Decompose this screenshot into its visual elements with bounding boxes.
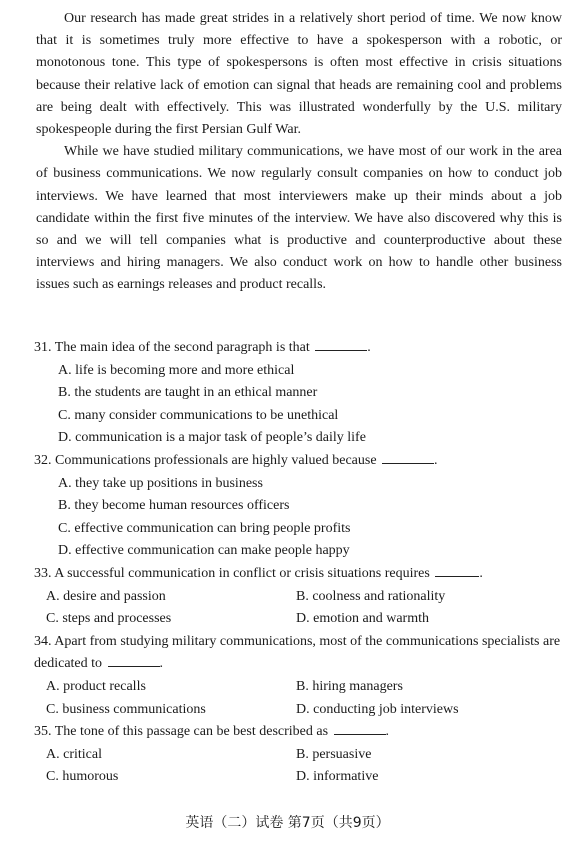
passage-paragraph-1: Our research has made great strides in a relatively short period of time. We now know that it is sometimes truly more effective to have a spokesperson with a robotic, or monotonous tone. This type of spokespersons is often most effective in crisis situations because their relative lack of emotion can signal that heads are remaining cool and problems are being dealt with effectively. This was illustrated wonderfully by the U.S. military spokespeople during the first Persian Gulf War. xyxy=(36,11,562,138)
option-a: A. product recalls xyxy=(46,678,146,694)
options xyxy=(34,676,566,721)
answer-blank xyxy=(382,451,434,464)
option-d: D. emotion and warmth xyxy=(296,611,429,627)
option-c: C. business communications xyxy=(46,701,206,717)
options xyxy=(34,586,566,631)
option-b: B. hiring managers xyxy=(296,678,403,694)
passage-paragraph-2: While we have studied military communications, we have most of our work in the area of business communications. We now regularly consult companies on how to conduct job interviews. We have learned that most interviewers make up their minds about a job candidate within the first five minutes of the interview. We have also discovered why this is so and we will tell companies what is productive and counterproductive about these interviews and hiring managers. We also conduct work on how to handle other business issues such as earnings releases and product recalls. xyxy=(36,144,562,293)
question-31 xyxy=(34,337,566,450)
question-stem: 32. Communications professionals are highly valued because . xyxy=(34,452,438,468)
question-stem: 33. A successful communication in conflict or crisis situations requires . xyxy=(34,565,483,581)
option-a: A. they take up positions in business xyxy=(58,475,263,491)
options xyxy=(34,360,566,450)
option-d: D. communication is a major task of people’s daily life xyxy=(58,430,366,446)
options xyxy=(34,744,566,789)
answer-blank xyxy=(435,564,479,577)
option-a: A. life is becoming more and more ethical xyxy=(58,362,295,378)
answer-blank xyxy=(108,654,160,667)
option-d: D. conducting job interviews xyxy=(296,701,459,717)
question-stem: 35. The tone of this passage can be best described as . xyxy=(34,724,390,740)
option-c: C. steps and processes xyxy=(46,611,172,627)
option-b: B. they become human resources officers xyxy=(58,498,290,514)
option-b: B. coolness and rationality xyxy=(296,588,446,604)
question-stem: 31. The main idea of the second paragraph is that . xyxy=(34,340,371,355)
option-a: A. critical xyxy=(46,746,102,762)
page-footer: 英语（二）试卷 第7页（共9页） xyxy=(185,815,390,831)
question-list xyxy=(34,337,566,789)
option-c: C. humorous xyxy=(46,769,119,785)
question-32 xyxy=(34,450,566,563)
option-a: A. desire and passion xyxy=(46,588,166,604)
question-stem: 34. Apart from studying military communications, most of the communications specialists are dedicated to . xyxy=(34,633,561,672)
question-35 xyxy=(34,721,566,789)
question-34 xyxy=(34,631,566,721)
option-b: B. the students are taught in an ethical manner xyxy=(58,385,318,401)
answer-blank xyxy=(315,338,367,351)
options xyxy=(34,473,566,563)
option-d: D. informative xyxy=(296,769,379,785)
question-33 xyxy=(34,563,566,631)
reading-passage xyxy=(36,8,562,297)
option-b: B. persuasive xyxy=(296,746,372,762)
option-c: C. effective communication can bring people profits xyxy=(58,520,351,536)
option-d: D. effective communication can make people happy xyxy=(58,543,350,559)
answer-blank xyxy=(334,722,386,735)
option-c: C. many consider communications to be unethical xyxy=(58,407,339,423)
